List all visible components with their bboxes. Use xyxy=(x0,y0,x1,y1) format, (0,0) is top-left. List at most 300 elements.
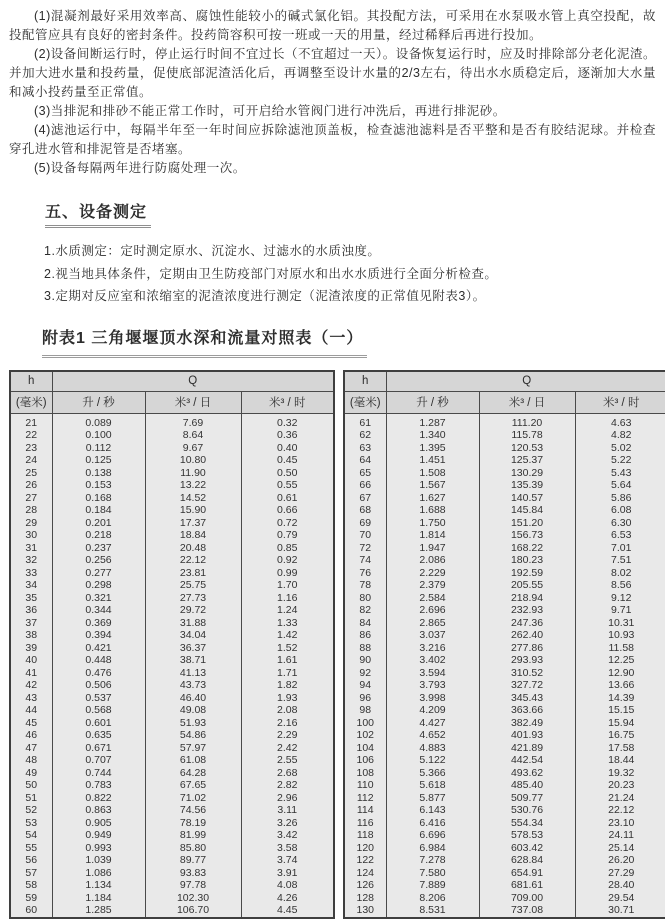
table-cell: 1.395 xyxy=(386,442,479,455)
table-cell: 46 xyxy=(10,729,52,742)
table-cell: 48 xyxy=(10,754,52,767)
table-cell: 293.93 xyxy=(479,654,575,667)
list-item-1: 1.水质测定：定时测定原水、沉淀水、过滤水的水质浊度。 xyxy=(44,244,381,258)
table-body-right xyxy=(344,413,665,918)
header-row-1 xyxy=(344,371,665,392)
table-row xyxy=(344,679,665,692)
table-row xyxy=(10,467,334,480)
table-cell: 0.45 xyxy=(241,454,334,467)
table-cell: 21.24 xyxy=(575,792,665,805)
table-cell: 81.99 xyxy=(145,829,241,842)
table-row xyxy=(10,892,334,905)
table-row xyxy=(344,704,665,717)
flow-table-left xyxy=(9,370,335,919)
table-cell: 22 xyxy=(10,429,52,442)
table-row xyxy=(344,567,665,580)
table-cell: 530.76 xyxy=(479,804,575,817)
table-cell: 71.02 xyxy=(145,792,241,805)
table-cell: 1.287 xyxy=(386,413,479,429)
table-row xyxy=(344,529,665,542)
table-title-text: 附表1 三角堰堰顶水深和流量对照表（一） xyxy=(42,325,367,358)
table-cell: 4.63 xyxy=(575,413,665,429)
table-row xyxy=(10,442,334,455)
table-cell: 55 xyxy=(10,842,52,855)
table-cell: 5.02 xyxy=(575,442,665,455)
table-row xyxy=(344,842,665,855)
table-row xyxy=(344,617,665,630)
table-cell: 15.90 xyxy=(145,504,241,517)
table-cell: 2.96 xyxy=(241,792,334,805)
table-cell: 84 xyxy=(344,617,386,630)
table-row xyxy=(344,667,665,680)
table-cell: 5.86 xyxy=(575,492,665,505)
table-cell: 218.94 xyxy=(479,592,575,605)
table-cell: 0.089 xyxy=(52,413,145,429)
table-cell: 16.75 xyxy=(575,729,665,742)
table-cell: 96 xyxy=(344,692,386,705)
table-row xyxy=(10,479,334,492)
table-row xyxy=(10,642,334,655)
table-cell: 34.04 xyxy=(145,629,241,642)
table-cell: 24.11 xyxy=(575,829,665,842)
table-cell: 3.11 xyxy=(241,804,334,817)
table-cell: 13.66 xyxy=(575,679,665,692)
table-row xyxy=(344,754,665,767)
table-cell: 36.37 xyxy=(145,642,241,655)
col-unit-lps: 升 / 秒 xyxy=(386,391,479,413)
table-cell: 1.086 xyxy=(52,867,145,880)
table-cell: 1.61 xyxy=(241,654,334,667)
table-cell: 4.427 xyxy=(386,717,479,730)
table-cell: 1.52 xyxy=(241,642,334,655)
table-cell: 232.93 xyxy=(479,604,575,617)
table-cell: 7.889 xyxy=(386,879,479,892)
table-cell: 0.79 xyxy=(241,529,334,542)
table-title xyxy=(42,325,656,358)
table-cell: 0.321 xyxy=(52,592,145,605)
table-cell: 0.783 xyxy=(52,779,145,792)
table-row xyxy=(344,542,665,555)
table-cell: 0.100 xyxy=(52,429,145,442)
table-cell: 15.94 xyxy=(575,717,665,730)
table-cell: 40 xyxy=(10,654,52,667)
table-row xyxy=(344,467,665,480)
table-cell: 102 xyxy=(344,729,386,742)
table-cell: 93.83 xyxy=(145,867,241,880)
table-cell: 0.635 xyxy=(52,729,145,742)
table-cell: 0.506 xyxy=(52,679,145,692)
table-cell: 1.93 xyxy=(241,692,334,705)
table-cell: 0.744 xyxy=(52,767,145,780)
table-cell: 628.84 xyxy=(479,854,575,867)
table-cell: 5.618 xyxy=(386,779,479,792)
table-cell: 1.33 xyxy=(241,617,334,630)
table-cell: 28 xyxy=(10,504,52,517)
table-cell: 3.58 xyxy=(241,842,334,855)
table-cell: 18.44 xyxy=(575,754,665,767)
table-cell: 32 xyxy=(10,554,52,567)
table-cell: 5.122 xyxy=(386,754,479,767)
table-row xyxy=(344,879,665,892)
table-cell: 1.750 xyxy=(386,517,479,530)
table-cell: 2.865 xyxy=(386,617,479,630)
table-cell: 0.99 xyxy=(241,567,334,580)
table-cell: 1.567 xyxy=(386,479,479,492)
table-cell: 0.153 xyxy=(52,479,145,492)
table-cell: 128 xyxy=(344,892,386,905)
table-row xyxy=(10,629,334,642)
table-cell: 115.78 xyxy=(479,429,575,442)
table-cell: 156.73 xyxy=(479,529,575,542)
table-cell: 0.184 xyxy=(52,504,145,517)
table-cell: 106 xyxy=(344,754,386,767)
table-cell: 554.34 xyxy=(479,817,575,830)
table-cell: 110 xyxy=(344,779,386,792)
table-cell: 0.112 xyxy=(52,442,145,455)
table-cell: 20.23 xyxy=(575,779,665,792)
table-cell: 442.54 xyxy=(479,754,575,767)
table-cell: 2.696 xyxy=(386,604,479,617)
table-cell: 6.30 xyxy=(575,517,665,530)
paragraph-1: (1)混凝剂最好采用效率高、腐蚀性能较小的碱式氯化铝。其投配方法，可采用在水泵吸水管上真空投配，故投配管应具有良好的密封条件。投药筒容积可按一班或一天的用量，经过稀释后再进行投加。 xyxy=(9,9,656,42)
table-cell: 2.16 xyxy=(241,717,334,730)
table-cell: 0.822 xyxy=(52,792,145,805)
table-cell: 1.688 xyxy=(386,504,479,517)
table-cell: 74 xyxy=(344,554,386,567)
table-cell: 126 xyxy=(344,879,386,892)
table-cell: 15.15 xyxy=(575,704,665,717)
table-cell: 7.51 xyxy=(575,554,665,567)
col-header-q: Q xyxy=(386,371,665,392)
table-cell: 31.88 xyxy=(145,617,241,630)
table-row xyxy=(344,504,665,517)
table-cell: 603.42 xyxy=(479,842,575,855)
col-header-h: h xyxy=(344,371,386,392)
table-cell: 6.08 xyxy=(575,504,665,517)
table-cell: 76 xyxy=(344,567,386,580)
table-cell: 68 xyxy=(344,504,386,517)
table-cell: 1.451 xyxy=(386,454,479,467)
table-cell: 118 xyxy=(344,829,386,842)
header-row-1 xyxy=(10,371,334,392)
table-cell: 45 xyxy=(10,717,52,730)
table-cell: 2.42 xyxy=(241,742,334,755)
table-row xyxy=(10,792,334,805)
table-cell: 151.20 xyxy=(479,517,575,530)
table-cell: 49.08 xyxy=(145,704,241,717)
table-row xyxy=(10,817,334,830)
table-cell: 509.77 xyxy=(479,792,575,805)
table-row xyxy=(344,792,665,805)
table-cell: 7.580 xyxy=(386,867,479,880)
table-cell: 180.23 xyxy=(479,554,575,567)
table-cell: 1.340 xyxy=(386,429,479,442)
table-cell: 345.43 xyxy=(479,692,575,705)
table-cell: 0.66 xyxy=(241,504,334,517)
table-cell: 4.652 xyxy=(386,729,479,742)
table-cell: 13.22 xyxy=(145,479,241,492)
table-cell: 50 xyxy=(10,779,52,792)
table-cell: 1.184 xyxy=(52,892,145,905)
table-cell: 2.08 xyxy=(241,704,334,717)
table-cell: 49 xyxy=(10,767,52,780)
section-heading-text: 五、设备测定 xyxy=(45,199,151,228)
table-cell: 52 xyxy=(10,804,52,817)
table-cell: 145.84 xyxy=(479,504,575,517)
col-unit-mm: (毫米) xyxy=(344,391,386,413)
table-cell: 3.74 xyxy=(241,854,334,867)
table-cell: 82 xyxy=(344,604,386,617)
table-cell: 35 xyxy=(10,592,52,605)
table-cell: 5.366 xyxy=(386,767,479,780)
table-cell: 104 xyxy=(344,742,386,755)
table-cell: 38.71 xyxy=(145,654,241,667)
table-cell: 205.55 xyxy=(479,579,575,592)
table-cell: 63 xyxy=(344,442,386,455)
table-row xyxy=(10,767,334,780)
table-cell: 37 xyxy=(10,617,52,630)
table-cell: 74.56 xyxy=(145,804,241,817)
table-row xyxy=(10,604,334,617)
table-cell: 80 xyxy=(344,592,386,605)
table-header xyxy=(344,371,665,414)
table-cell: 247.36 xyxy=(479,617,575,630)
table-cell: 327.72 xyxy=(479,679,575,692)
table-cell: 31 xyxy=(10,542,52,555)
table-cell: 0.344 xyxy=(52,604,145,617)
table-cell: 57 xyxy=(10,867,52,880)
table-header xyxy=(10,371,334,414)
table-row xyxy=(10,579,334,592)
table-row xyxy=(344,854,665,867)
table-cell: 66 xyxy=(344,479,386,492)
table-cell: 61.08 xyxy=(145,754,241,767)
table-cell: 0.369 xyxy=(52,617,145,630)
table-cell: 22.12 xyxy=(575,804,665,817)
table-row xyxy=(344,517,665,530)
table-row xyxy=(10,567,334,580)
table-row xyxy=(10,542,334,555)
table-cell: 106.70 xyxy=(145,904,241,918)
table-cell: 14.39 xyxy=(575,692,665,705)
table-cell: 737.08 xyxy=(479,904,575,918)
table-cell: 3.793 xyxy=(386,679,479,692)
table-cell: 0.55 xyxy=(241,479,334,492)
table-cell: 0.256 xyxy=(52,554,145,567)
table-cell: 22.12 xyxy=(145,554,241,567)
table-cell: 3.594 xyxy=(386,667,479,680)
table-cell: 94 xyxy=(344,679,386,692)
table-cell: 0.568 xyxy=(52,704,145,717)
table-cell: 10.80 xyxy=(145,454,241,467)
table-cell: 42 xyxy=(10,679,52,692)
table-cell: 33 xyxy=(10,567,52,580)
table-cell: 85.80 xyxy=(145,842,241,855)
table-cell: 27.29 xyxy=(575,867,665,880)
table-cell: 421.89 xyxy=(479,742,575,755)
table-cell: 60 xyxy=(10,904,52,918)
table-cell: 10.93 xyxy=(575,629,665,642)
table-cell: 26.20 xyxy=(575,854,665,867)
table-cell: 57.97 xyxy=(145,742,241,755)
table-cell: 3.91 xyxy=(241,867,334,880)
table-row xyxy=(344,642,665,655)
table-cell: 64.28 xyxy=(145,767,241,780)
table-row xyxy=(10,413,334,429)
table-row xyxy=(10,804,334,817)
list-item-3: 3.定期对反应室和浓缩室的泥渣浓度进行测定（泥渣浓度的正常值见附表3）。 xyxy=(44,289,486,303)
table-cell: 3.998 xyxy=(386,692,479,705)
table-cell: 43 xyxy=(10,692,52,705)
table-cell: 41 xyxy=(10,667,52,680)
table-cell: 0.40 xyxy=(241,442,334,455)
table-row xyxy=(344,429,665,442)
table-cell: 0.863 xyxy=(52,804,145,817)
table-cell: 41.13 xyxy=(145,667,241,680)
table-row xyxy=(10,454,334,467)
table-cell: 47 xyxy=(10,742,52,755)
table-cell: 8.02 xyxy=(575,567,665,580)
table-row xyxy=(344,742,665,755)
table-cell: 11.90 xyxy=(145,467,241,480)
table-cell: 78.19 xyxy=(145,817,241,830)
table-cell: 18.84 xyxy=(145,529,241,542)
table-cell: 54 xyxy=(10,829,52,842)
table-cell: 1.814 xyxy=(386,529,479,542)
table-cell: 21 xyxy=(10,413,52,429)
table-row xyxy=(10,754,334,767)
table-cell: 6.53 xyxy=(575,529,665,542)
table-cell: 277.86 xyxy=(479,642,575,655)
table-cell: 125.37 xyxy=(479,454,575,467)
table-cell: 28.40 xyxy=(575,879,665,892)
table-row xyxy=(344,579,665,592)
table-cell: 86 xyxy=(344,629,386,642)
table-cell: 0.85 xyxy=(241,542,334,555)
table-cell: 5.22 xyxy=(575,454,665,467)
table-cell: 0.36 xyxy=(241,429,334,442)
table-cell: 8.206 xyxy=(386,892,479,905)
table-cell: 1.508 xyxy=(386,467,479,480)
table-cell: 0.201 xyxy=(52,517,145,530)
table-row xyxy=(344,454,665,467)
table-cell: 10.31 xyxy=(575,617,665,630)
table-cell: 64 xyxy=(344,454,386,467)
table-cell: 1.039 xyxy=(52,854,145,867)
table-cell: 24 xyxy=(10,454,52,467)
table-cell: 72 xyxy=(344,542,386,555)
table-cell: 0.421 xyxy=(52,642,145,655)
col-unit-lps: 升 / 秒 xyxy=(52,391,145,413)
table-row xyxy=(344,817,665,830)
col-unit-m3d: 米³ / 日 xyxy=(479,391,575,413)
table-row xyxy=(344,654,665,667)
table-cell: 27 xyxy=(10,492,52,505)
table-cell: 88 xyxy=(344,642,386,655)
table-cell: 0.537 xyxy=(52,692,145,705)
table-cell: 0.50 xyxy=(241,467,334,480)
table-cell: 100 xyxy=(344,717,386,730)
list-item-2: 2.视当地具体条件，定期由卫生防疫部门对原水和出水水质进行全面分析检查。 xyxy=(44,266,498,281)
table-cell: 98 xyxy=(344,704,386,717)
table-row xyxy=(10,704,334,717)
table-row xyxy=(344,413,665,429)
table-row xyxy=(10,654,334,667)
table-cell: 7.01 xyxy=(575,542,665,555)
table-cell: 89.77 xyxy=(145,854,241,867)
table-row xyxy=(344,804,665,817)
table-cell: 26 xyxy=(10,479,52,492)
paragraph-2: (2)设备间断运行时，停止运行时间不宜过长（不宜超过一天）。设备恢复运行时，应及时排除部分老化泥渣。并加大进水量和投药量，促使底部泥渣活化后，再调整至设计水量的2/3左右，待出水水质稳定后，逐渐加大水量和减小投药量至正常值。 xyxy=(9,47,656,99)
table-row xyxy=(10,517,334,530)
table-row xyxy=(10,679,334,692)
table-cell: 2.379 xyxy=(386,579,479,592)
table-cell: 0.905 xyxy=(52,817,145,830)
table-cell: 25 xyxy=(10,467,52,480)
table-cell: 1.70 xyxy=(241,579,334,592)
table-cell: 1.42 xyxy=(241,629,334,642)
table-row xyxy=(10,742,334,755)
table-cell: 0.61 xyxy=(241,492,334,505)
paragraph-3: (3)当排泥和排砂不能正常工作时，可开启给水管阀门进行冲洗后，再进行排泥砂。 xyxy=(34,104,506,118)
table-cell: 124 xyxy=(344,867,386,880)
table-cell: 3.402 xyxy=(386,654,479,667)
table-cell: 44 xyxy=(10,704,52,717)
table-row xyxy=(344,492,665,505)
table-cell: 0.277 xyxy=(52,567,145,580)
table-row xyxy=(344,779,665,792)
table-row xyxy=(344,442,665,455)
table-row xyxy=(10,529,334,542)
table-cell: 20.48 xyxy=(145,542,241,555)
table-row xyxy=(344,604,665,617)
table-cell: 3.216 xyxy=(386,642,479,655)
header-row-2 xyxy=(344,391,665,413)
table-cell: 90 xyxy=(344,654,386,667)
table-row xyxy=(10,667,334,680)
table-cell: 78 xyxy=(344,579,386,592)
table-cell: 62 xyxy=(344,429,386,442)
table-cell: 2.29 xyxy=(241,729,334,742)
table-cell: 70 xyxy=(344,529,386,542)
table-body-left xyxy=(10,413,334,918)
table-row xyxy=(10,592,334,605)
table-cell: 30.71 xyxy=(575,904,665,918)
table-cell: 34 xyxy=(10,579,52,592)
table-cell: 112 xyxy=(344,792,386,805)
table-cell: 111.20 xyxy=(479,413,575,429)
table-cell: 0.92 xyxy=(241,554,334,567)
table-cell: 709.00 xyxy=(479,892,575,905)
table-row xyxy=(344,592,665,605)
table-cell: 23 xyxy=(10,442,52,455)
table-cell: 11.58 xyxy=(575,642,665,655)
table-row xyxy=(344,867,665,880)
table-cell: 23.10 xyxy=(575,817,665,830)
col-unit-m3h: 米³ / 时 xyxy=(575,391,665,413)
table-cell: 29.54 xyxy=(575,892,665,905)
table-cell: 0.949 xyxy=(52,829,145,842)
table-cell: 0.72 xyxy=(241,517,334,530)
table-cell: 69 xyxy=(344,517,386,530)
table-cell: 0.237 xyxy=(52,542,145,555)
table-cell: 14.52 xyxy=(145,492,241,505)
table-cell: 8.64 xyxy=(145,429,241,442)
table-cell: 0.138 xyxy=(52,467,145,480)
col-unit-m3d: 米³ / 日 xyxy=(145,391,241,413)
col-header-q: Q xyxy=(52,371,334,392)
table-row xyxy=(10,779,334,792)
